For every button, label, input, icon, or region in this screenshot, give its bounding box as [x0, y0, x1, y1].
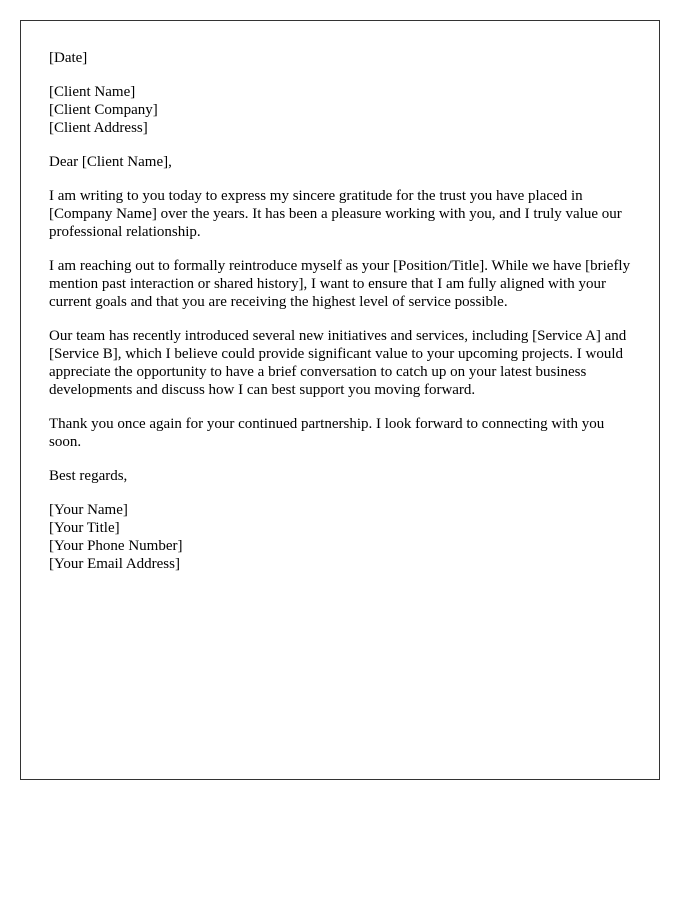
body-paragraph-3: Our team has recently introduced several new initiatives and services, including [Service A] and [Service B], which I believe could provide significant value to your upcoming projects. I would appreciate the opportunity to have a brief conversation to catch up on your latest business developments and discuss how I can best support you moving forward. — [49, 328, 627, 398]
signature-block — [49, 501, 631, 573]
date-text: [Date] — [49, 50, 88, 66]
recipient-address: [Client Address] — [49, 120, 148, 136]
body-paragraph-2: I am reaching out to formally reintroduce myself as your [Position/Title]. While we have [briefly mention past interaction or shared history], I want to ensure that I am fully aligned with your current goals and that you are receiving the highest level of service possible. — [49, 258, 631, 310]
signature-name: [Your Name] — [49, 502, 128, 518]
recipient-company: [Client Company] — [49, 102, 158, 118]
body-paragraph-1: I am writing to you today to express my sincere gratitude for the trust you have placed in [Company Name] over the years. It has been a pleasure working with you, and I truly value our professional relationship. — [49, 188, 622, 240]
body-paragraph-4: Thank you once again for your continued partnership. I look forward to connecting with you soon. — [49, 416, 605, 450]
closing — [49, 467, 631, 485]
recipient-name: [Client Name] — [49, 84, 136, 100]
signature-title: [Your Title] — [49, 520, 120, 536]
salutation-text: Dear [Client Name], — [49, 154, 172, 170]
salutation — [49, 153, 631, 171]
closing-text: Best regards, — [49, 468, 128, 484]
letter-page — [20, 20, 660, 780]
letter-date — [49, 49, 631, 67]
signature-email: [Your Email Address] — [49, 556, 180, 572]
signature-phone: [Your Phone Number] — [49, 538, 183, 554]
recipient-block — [49, 83, 631, 137]
